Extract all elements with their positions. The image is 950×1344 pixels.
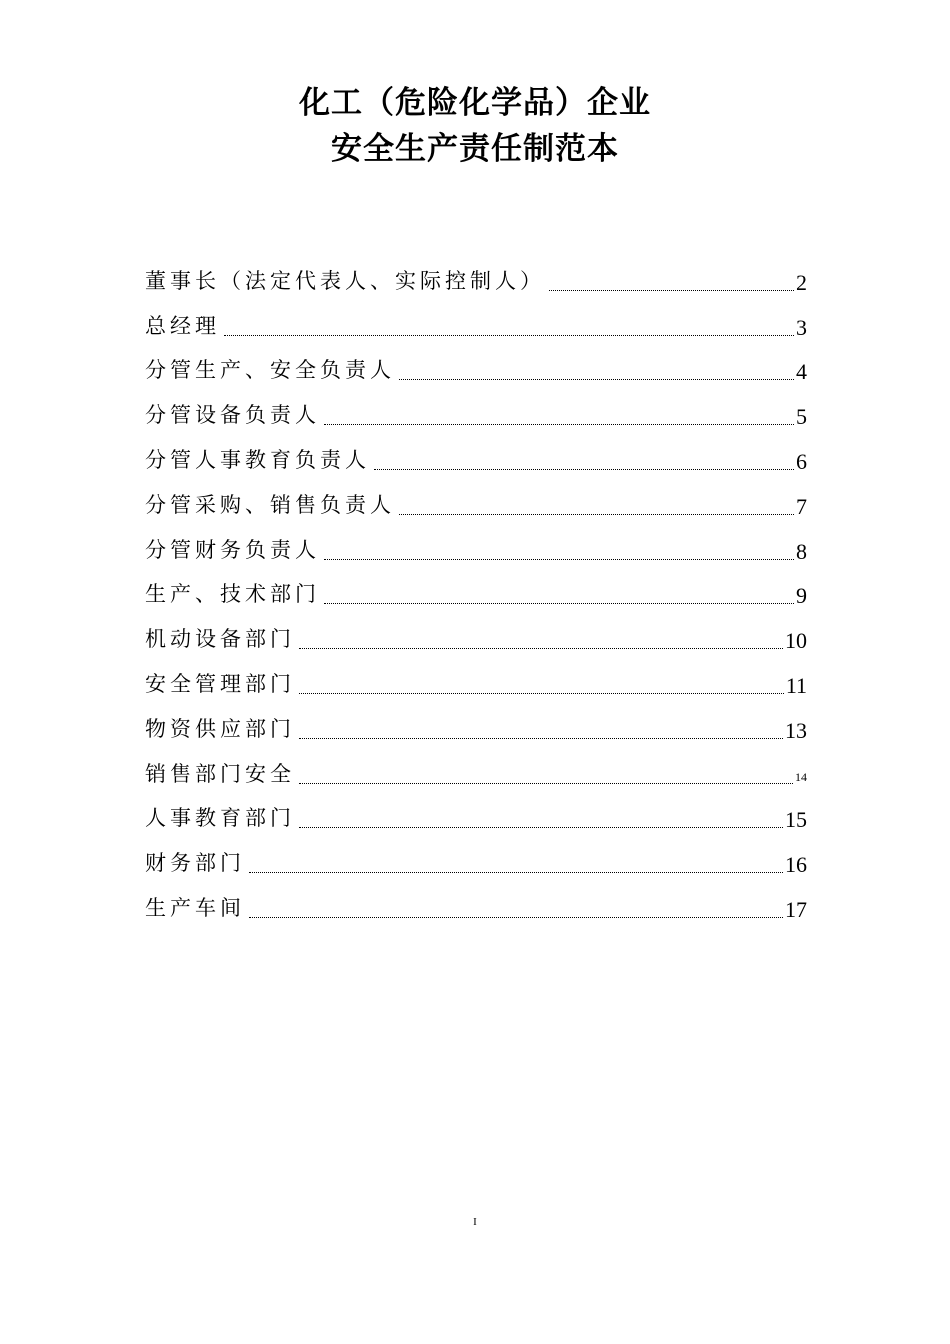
toc-entry-page: 15 [785,807,807,833]
title-line-1: 化工（危险化学品）企业 [299,85,651,121]
toc-dot-leader [324,423,794,425]
document-title [0,80,950,172]
toc-dot-leader [399,513,794,515]
toc-dot-leader [299,782,793,784]
toc-entry-label: 生产车间 [145,895,245,920]
toc-dot-leader [324,558,794,560]
toc-entry-label: 分管设备负责人 [145,403,320,428]
toc-entry-label: 生产、技术部门 [145,582,320,607]
toc-entry-label: 董事长（法定代表人、实际控制人） [145,268,545,293]
toc-dot-leader [299,647,783,649]
toc-entry[interactable] [145,254,807,299]
page-footer-number: I [473,1216,477,1228]
toc-entry-page: 9 [796,583,807,609]
toc-entry[interactable] [145,388,807,433]
toc-entry-label: 分管采购、销售负责人 [145,492,395,517]
toc-entry-page: 16 [785,852,807,878]
table-of-contents [145,254,807,926]
toc-entry[interactable] [145,702,807,747]
toc-dot-leader [374,468,794,470]
toc-dot-leader [249,916,783,918]
toc-entry-page: 11 [785,672,807,698]
toc-entry-page: 7 [796,493,807,519]
title-line-2: 安全生产责任制范本 [331,131,619,167]
toc-entry-label: 分管人事教育负责人 [145,447,370,472]
toc-entry-page: 10 [785,628,807,654]
toc-dot-leader [224,334,794,336]
toc-entry[interactable] [145,747,807,792]
toc-dot-leader [299,692,784,694]
toc-entry[interactable] [145,881,807,926]
toc-entry-label: 分管财务负责人 [145,537,320,562]
toc-entry-label: 人事教育部门 [145,806,295,831]
toc-entry[interactable] [145,657,807,702]
toc-dot-leader [549,289,794,291]
toc-entry[interactable] [145,523,807,568]
toc-entry[interactable] [145,433,807,478]
toc-entry-page: 3 [796,314,807,340]
toc-entry-label: 机动设备部门 [145,627,295,652]
toc-entry-page: 6 [796,448,807,474]
toc-dot-leader [299,737,783,739]
toc-entry-label: 分管生产、安全负责人 [145,358,395,383]
toc-dot-leader [324,602,794,604]
toc-entry[interactable] [145,836,807,881]
toc-entry-page: 13 [785,717,807,743]
toc-entry[interactable] [145,792,807,837]
toc-entry-label: 安全管理部门 [145,671,295,696]
toc-entry[interactable] [145,568,807,613]
toc-entry[interactable] [145,612,807,657]
toc-dot-leader [299,826,783,828]
toc-entry-label: 总经理 [145,313,220,338]
toc-entry-page: 17 [785,896,807,922]
toc-entry-page: 5 [796,404,807,430]
toc-entry-label: 财务部门 [145,851,245,876]
toc-entry-page: 8 [796,538,807,564]
toc-dot-leader [249,871,783,873]
toc-entry-page: 14 [795,769,807,784]
toc-entry-page: 2 [796,269,807,295]
toc-entry[interactable] [145,299,807,344]
toc-entry[interactable] [145,344,807,389]
toc-dot-leader [399,378,794,380]
toc-entry-page: 4 [796,359,807,385]
toc-entry[interactable] [145,478,807,523]
toc-entry-label: 销售部门安全 [145,761,295,786]
toc-entry-label: 物资供应部门 [145,716,295,741]
